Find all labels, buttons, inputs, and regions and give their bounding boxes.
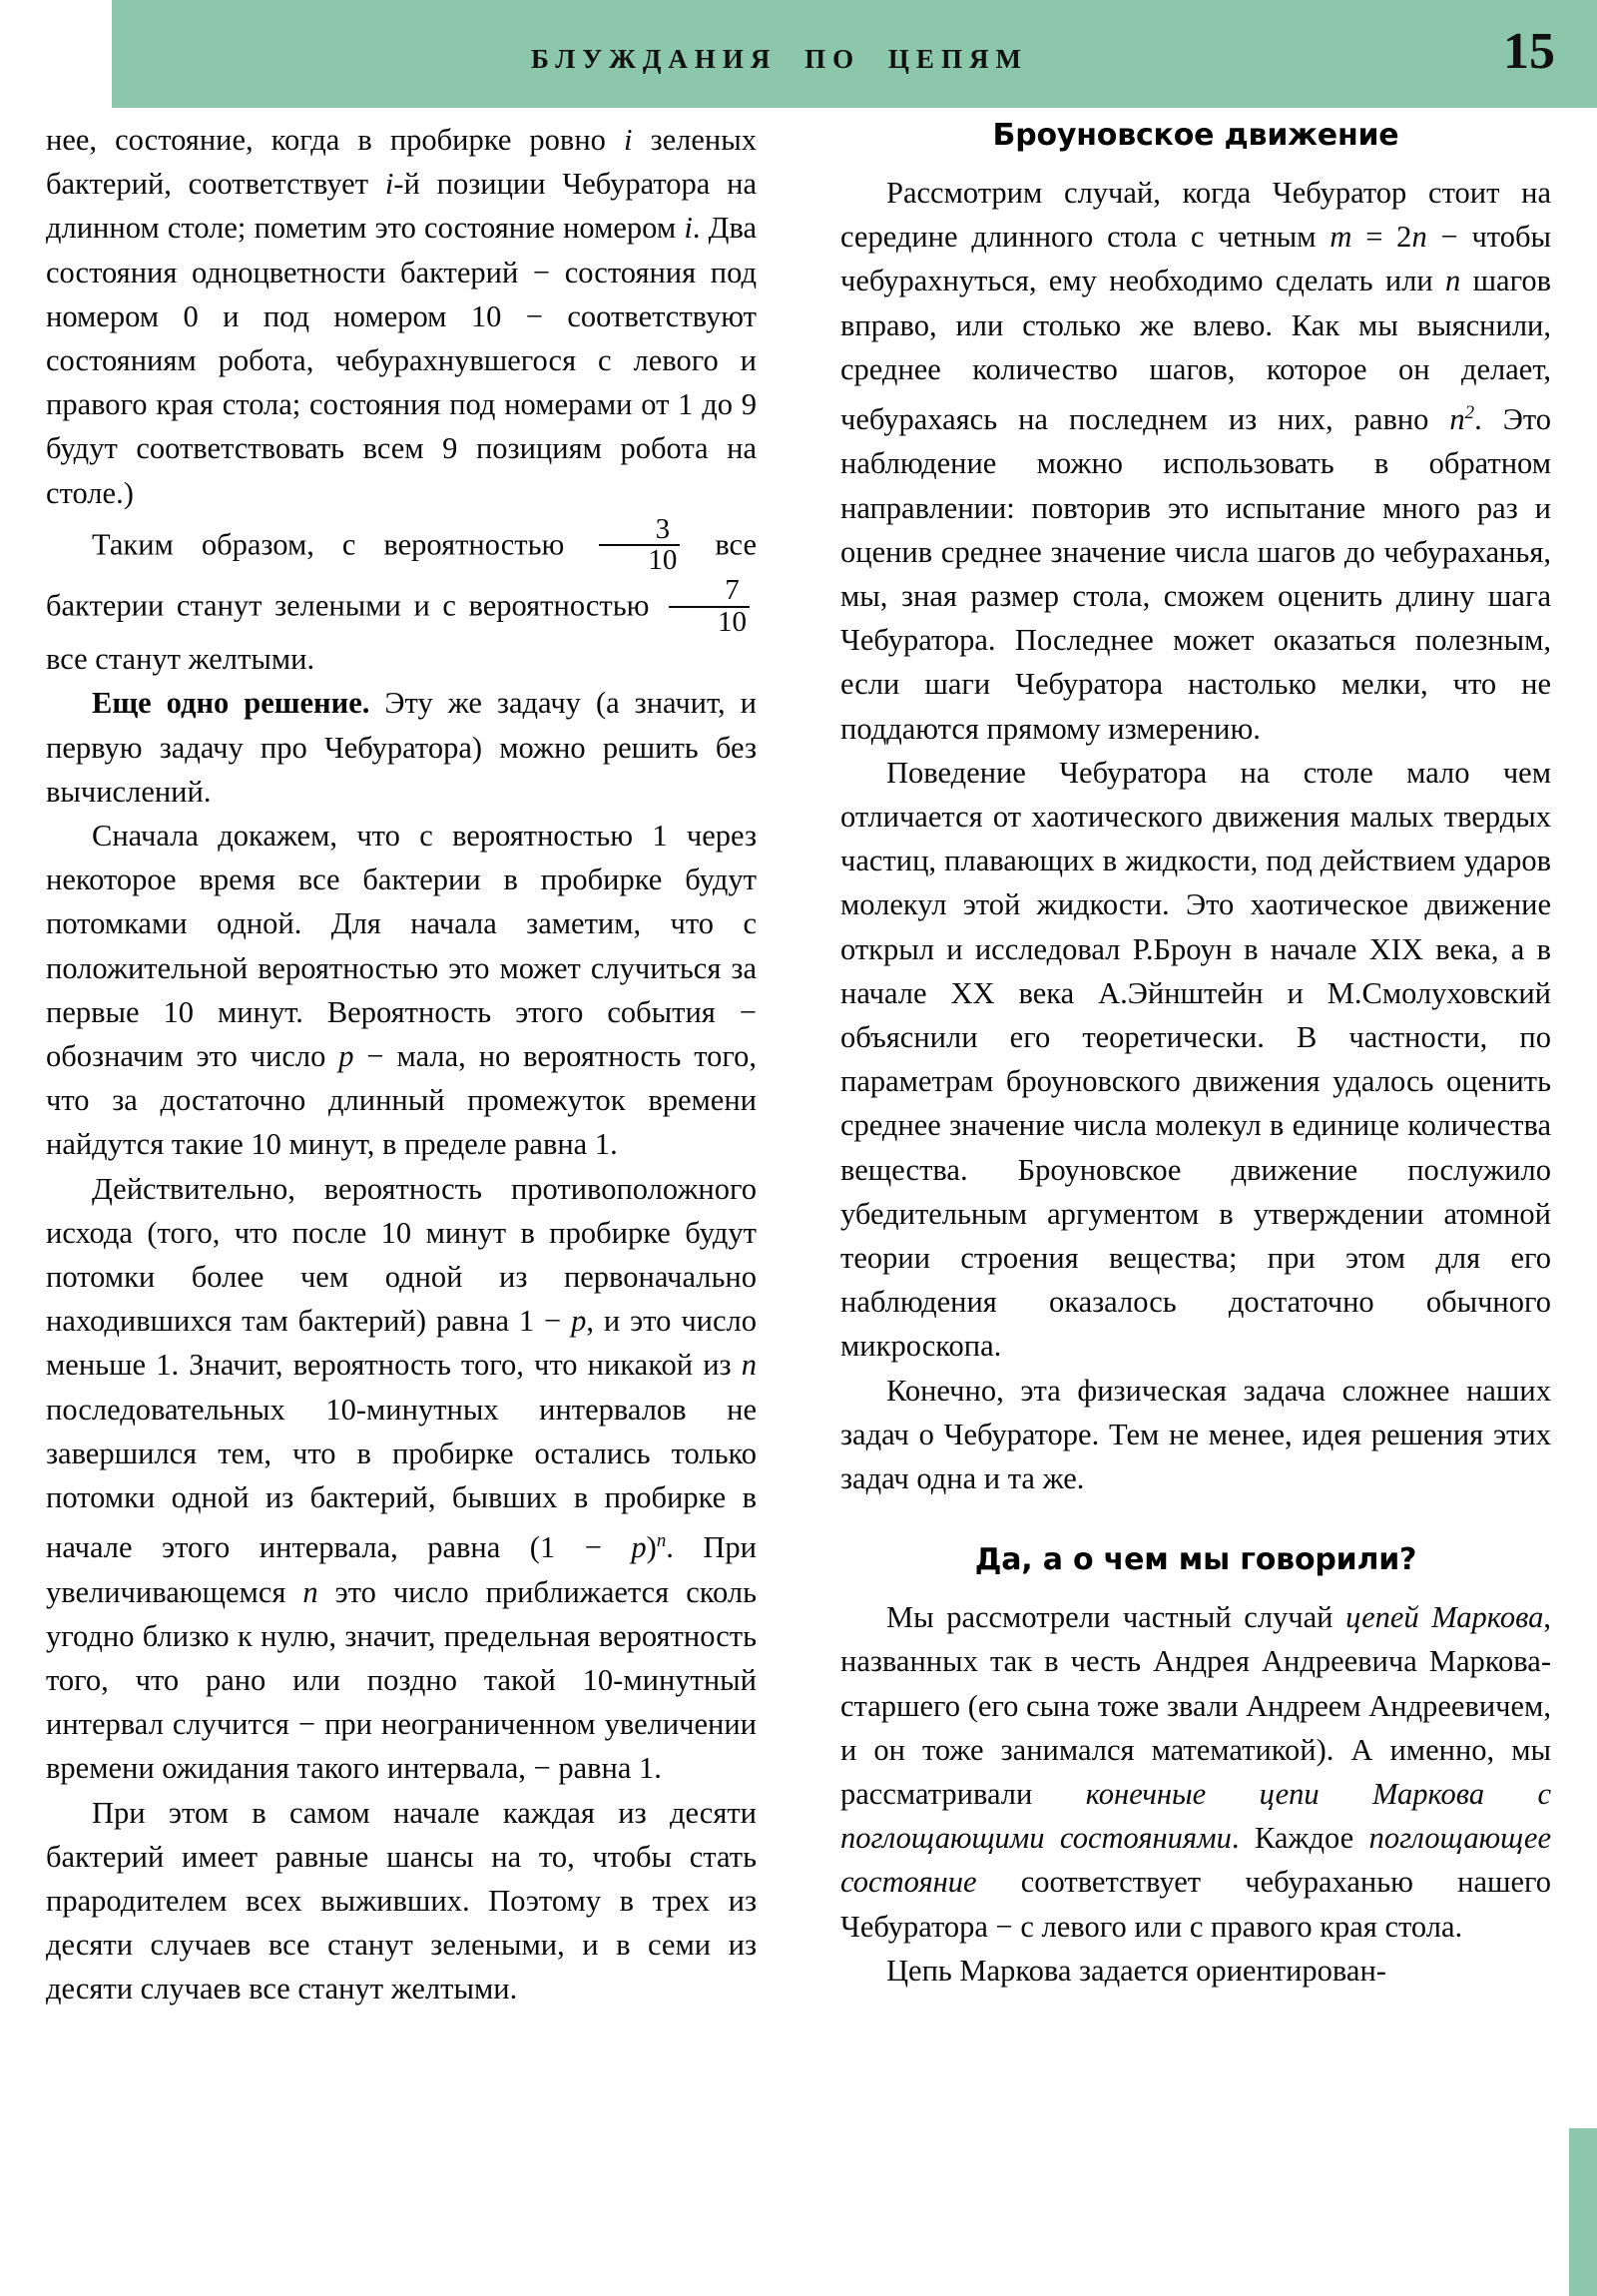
math-var-i: i: [684, 211, 693, 246]
text-run: шагов вправо, или столько же влево. Как мы выяснили, среднее количество шагов, которое он делает, чебурахаясь на последнем из них, равно: [840, 264, 1551, 437]
text-run: , названных так в честь Андрея Андреевича Маркова-старшего (его сына тоже звали Андреем Андреевичем, и он тоже занимался математикой). А именно, мы рассматривали: [840, 1600, 1551, 1812]
text-run: . Каждое: [1231, 1821, 1369, 1856]
math-var-p: p: [631, 1530, 647, 1565]
fraction-numerator: 3: [655, 512, 671, 545]
paragraph-markov-chains: [840, 1595, 1551, 1949]
paragraph-another-solution: [46, 681, 757, 814]
text-run: все бактерии станут зелеными и с вероятностью: [46, 527, 757, 623]
paragraph-opposite-outcome: [46, 1167, 757, 1791]
fraction-numerator: 7: [725, 573, 740, 606]
text-run: последовательных 10-минутных интервалов не завершился тем, что в пробирке остались только потомки одной из бактерий, бывших в пробирке в начале этого интервала, равна: [46, 1392, 757, 1565]
text-run: нее, состояние, когда в пробирке ровно: [46, 123, 624, 157]
text-run: это число приближается сколь угодно близко к нулю, значит, предельная вероятность того, что рано или поздно такой 10-минутный интервал случится − при неограниченном увеличении времени ожидания такого интервала, − равна 1.: [46, 1574, 757, 1786]
fraction-denominator: 10: [669, 606, 750, 638]
paragraph-equal-chances: При этом в самом начале каждая из десяти бактерий имеет равные шансы на то, чтобы стать прародителем всех выживших. Поэтому в трех из десяти случаев все станут зелеными, и в семи из десяти случаев все станут желтыми.: [46, 1795, 757, 2007]
emphasis-markov-chains: цепей Маркова: [1345, 1600, 1544, 1635]
running-title: БЛУЖДАНИЯ ПО ЦЕПЯМ: [531, 44, 1028, 74]
paragraph-chain-definition-continued: Цепь Маркова задается ориентирован-: [886, 1953, 1386, 1988]
math-var-i: i: [624, 123, 633, 157]
page-header-band: [112, 0, 1597, 108]
text-run: -й позиции Чебуратора на длинном столе; пометим это состояние номером: [46, 167, 757, 246]
text-run: Мы рассмотрели частный случай: [886, 1600, 1346, 1635]
text-run: . Это наблюдение можно использовать в обратном направлении: повторив это испытание много раз и оценив среднее значение числа шагов до чебураханья, мы, зная размер стола, сможем оценить длину шага Чебуратора. Последнее может оказаться полезным, если шаги Чебуратора настолько мелки, что не поддаются прямому измерению.: [840, 402, 1552, 746]
text-run: − чтобы чебурахнуться, ему необходимо сделать или: [840, 220, 1551, 298]
section-heading-brownian-motion: Броуновское движение: [992, 118, 1399, 153]
text-run: , и это число меньше 1. Значит, вероятность того, что никакой из: [46, 1304, 757, 1383]
text-run: Действительно, вероятность противоположного исхода (того, что после 10 минут в пробирке будут потомки более чем одной из первоначально находившихся там бактерий) равна 1 −: [46, 1171, 757, 1339]
fraction-seven-tenths: [669, 573, 750, 638]
math-var-i: i: [384, 167, 394, 202]
math-var-n: n: [1445, 264, 1461, 298]
paragraph-probability-fractions: [46, 512, 757, 682]
math-var-p: p: [338, 1038, 354, 1073]
paragraph-chaotic-motion: Поведение Чебуратора на столе мало чем отличается от хаотического движения малых твердых частиц, плавающих в жидкости, под действием ударов молекул этой жидкости. Это хаотическое движение открыл и исследовал Р.Броун в начале XIX века, а в начале XX века А.Эйнштейн и М.Смолуховский объяснили его теоретически. В частности, по параметрам броуновского движения удалось оценить среднее значение числа молекул в единице количества вещества. Броуновское движение послужило убедительным аргументом в утверждении атомной теории строения вещества; при этом для его наблюдения оказалось достаточно обычного микроскопа.: [840, 755, 1551, 1364]
text-run: = 2: [1351, 220, 1412, 255]
emphasis-finite-absorbing-chains: конечные цепи Маркова с поглощающими состояниями: [840, 1777, 1551, 1856]
text-run: Рассмотрим случай, когда Чебуратор стоит на середине длинного стола с четным: [840, 176, 1551, 255]
math-var-p: p: [571, 1304, 587, 1339]
formula-one-minus-p-pow-n: [530, 1530, 666, 1564]
text-run: Сначала докажем, что с вероятностью 1 через некоторое время все бактерии в пробирке будут потомками одной. Для начала заметим, что с положительной вероятностью это может случиться за первые 10 минут. Вероятность этого события − обозначим это число: [46, 818, 757, 1073]
text-run: соответствует чебураханью нашего Чебуратора − с левого или с правого края стола.: [840, 1865, 1551, 1944]
formula-n-squared: [1449, 402, 1474, 436]
text-run: все станут желтыми.: [46, 642, 315, 677]
text-run: Эту же задачу (а значит, и первую задачу про Чебуратора) можно решить без вычислений.: [46, 686, 757, 809]
math-var-m: m: [1330, 220, 1352, 255]
text-run: зеленых бактерий, соответствует: [46, 123, 757, 202]
formula-exponent: 2: [1464, 402, 1475, 424]
fraction-three-tenths: [599, 512, 680, 577]
paragraph-even-table-case: [840, 171, 1551, 751]
math-var-n: n: [302, 1574, 318, 1609]
math-var-n: n: [1411, 220, 1427, 255]
math-var-n: n: [741, 1348, 757, 1383]
article-body: [0, 118, 1597, 2296]
emphasis-absorbing-state: поглощающее состояние: [840, 1821, 1551, 1900]
section-heading-what-we-talked-about: Да, а о чем мы говорили?: [974, 1542, 1417, 1578]
math-var-n: n: [1449, 402, 1465, 437]
page-edge-tab: [1569, 2128, 1597, 2296]
paragraph-proof-start: [46, 814, 757, 1167]
formula-part: (1 −: [529, 1530, 632, 1565]
text-run: . Два состояния одноцветности бактерий − состояния под номером 0 и под номером 10 − соответствуют состояниям робота, чебурахнувшегося с левого и правого края стола; состояния под номерами от 1 до 9 будут соответствовать всем 9 позициям робота на столе.): [46, 211, 757, 510]
paragraph-physics-harder: Конечно, эта физическая задача сложнее наших задач о Чебураторе. Тем не менее, идея решения этих задач одна и та же.: [840, 1373, 1551, 1496]
fraction-denominator: 10: [599, 544, 680, 576]
text-run: Таким образом, с вероятностью: [92, 527, 593, 562]
paragraph-continued-state: [46, 118, 757, 515]
left-column: [46, 118, 757, 2011]
right-column: [840, 118, 1551, 1993]
text-run: − мала, но вероятность того, что за достаточно длинный промежуток времени найдутся такие 10 минут, в пределе равна 1.: [46, 1038, 757, 1162]
page-number: 15: [1503, 23, 1555, 80]
formula-part: ): [646, 1530, 657, 1565]
formula-exponent: n: [656, 1530, 667, 1552]
text-run: . При увеличивающемся: [46, 1530, 758, 1609]
run-in-heading-another-solution: Еще одно решение.: [92, 686, 370, 721]
